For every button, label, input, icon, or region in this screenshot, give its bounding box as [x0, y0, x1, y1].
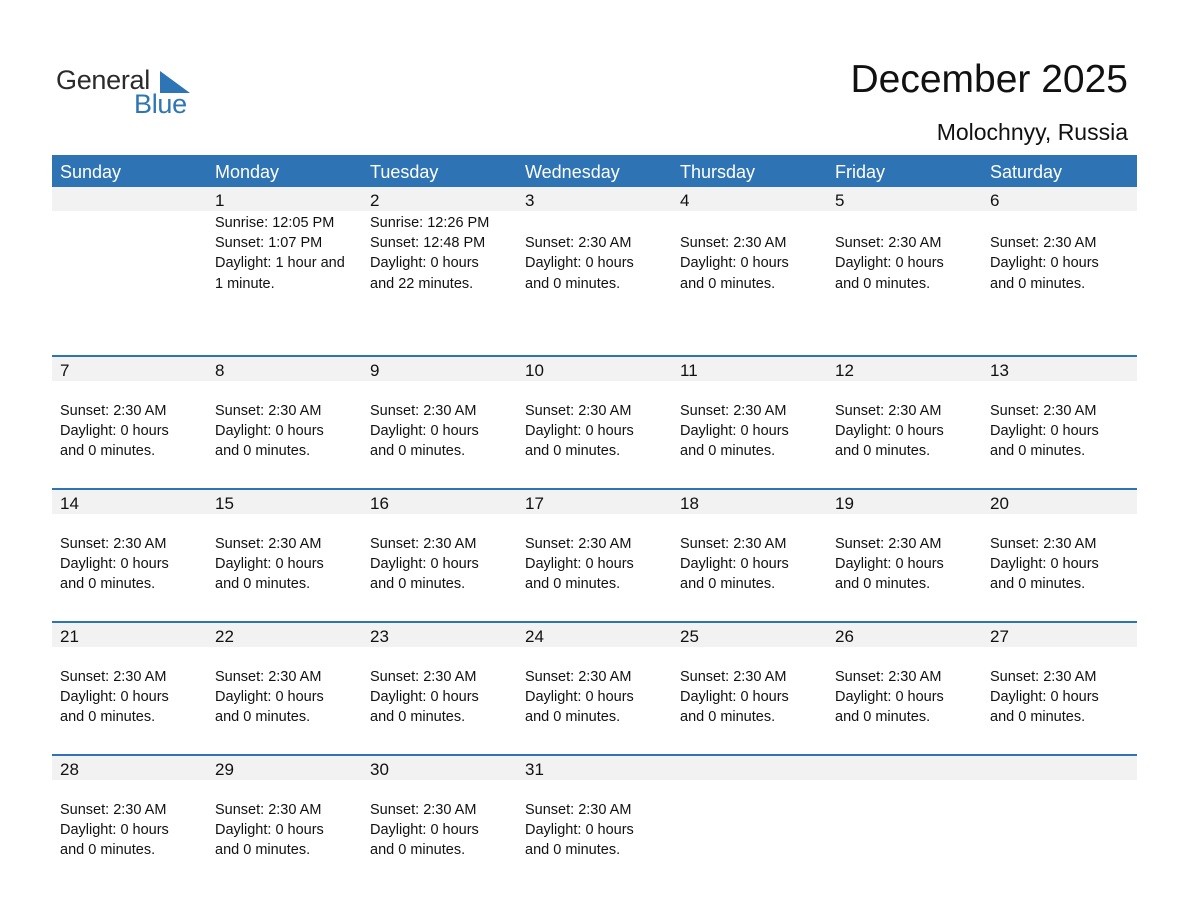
- day-cell-info: [52, 213, 207, 294]
- calendar-week: [52, 187, 1137, 355]
- day-number: 16: [370, 494, 389, 513]
- day-info-line: Daylight: 0 hours: [60, 689, 169, 706]
- day-info-line: Sunset: 2:30 AM: [215, 403, 322, 419]
- day-number: 2: [370, 191, 380, 210]
- day-info-line: Daylight: 0 hours: [990, 556, 1099, 573]
- day-cell-info: [982, 213, 1137, 294]
- day-number: 8: [215, 361, 225, 380]
- day-cell-info: [827, 213, 982, 294]
- day-info-line: Daylight: 0 hours: [525, 255, 634, 272]
- day-info-line: Daylight: 0 hours: [370, 689, 479, 706]
- day-info-row: [52, 800, 1137, 861]
- day-info-line: Sunset: 2:30 AM: [60, 403, 167, 419]
- day-info-line: Sunset: 2:30 AM: [370, 669, 477, 685]
- day-info-line: [525, 213, 666, 233]
- day-info-line: and 0 minutes.: [680, 576, 776, 593]
- day-cell-info: [982, 534, 1137, 595]
- day-info-line: Daylight: 0 hours: [990, 689, 1099, 706]
- day-info-line: Sunset: 2:30 AM: [215, 802, 322, 818]
- day-info-line: Daylight: 0 hours: [990, 423, 1099, 440]
- day-info-line: Daylight: 1 hour and: [215, 255, 345, 272]
- day-cell-info: [672, 800, 827, 861]
- day-number-row: [52, 187, 1137, 211]
- day-cell-info: [827, 401, 982, 462]
- day-info-line: Daylight: 0 hours: [370, 556, 479, 573]
- day-info-line: and 0 minutes.: [370, 443, 466, 460]
- day-cell-info: [982, 800, 1137, 861]
- day-info-line: Sunset: 2:30 AM: [835, 669, 942, 685]
- day-number-row: [52, 756, 1137, 780]
- day-info-line: and 0 minutes.: [525, 576, 621, 593]
- day-cell-info: [362, 534, 517, 595]
- day-info-line: Daylight: 0 hours: [680, 556, 789, 573]
- page-title: December 2025: [850, 58, 1128, 101]
- day-cell-info: [207, 667, 362, 728]
- day-info-line: Sunset: 2:30 AM: [680, 235, 787, 252]
- day-info-line: and 0 minutes.: [525, 842, 621, 859]
- day-number: [672, 756, 827, 780]
- day-info-line: Daylight: 0 hours: [990, 255, 1099, 272]
- weekday-header-tuesday: Tuesday: [370, 162, 439, 182]
- day-info-line: Daylight: 0 hours: [680, 255, 789, 272]
- day-cell-info: [517, 667, 672, 728]
- day-number: 30: [370, 760, 389, 779]
- day-number: 14: [60, 494, 79, 513]
- day-info-line: Sunset: 2:30 AM: [525, 536, 632, 552]
- day-info-line: Daylight: 0 hours: [60, 822, 169, 839]
- day-number: 5: [835, 191, 845, 210]
- day-number: [982, 756, 1137, 780]
- day-info-line: Daylight: 0 hours: [215, 822, 324, 839]
- logo-text-general: General: [56, 65, 150, 95]
- weekday-header-saturday: Saturday: [990, 162, 1063, 182]
- day-info-row: [52, 401, 1137, 462]
- day-info-line: and 0 minutes.: [60, 709, 156, 726]
- day-number: 13: [990, 361, 1009, 380]
- day-info-line: and 0 minutes.: [680, 709, 776, 726]
- day-info-line: [680, 213, 821, 233]
- day-info-line: Sunset: 2:30 AM: [835, 403, 942, 419]
- day-number: 7: [60, 361, 70, 380]
- day-number-row: [52, 357, 1137, 381]
- day-info-line: Sunset: 2:30 AM: [370, 802, 477, 818]
- day-cell-info: [362, 213, 517, 294]
- day-info-line: Sunset: 2:30 AM: [990, 403, 1097, 419]
- day-info-row: [52, 667, 1137, 728]
- day-info-line: Sunrise: 12:05 PM: [215, 215, 335, 231]
- day-cell-info: [517, 534, 672, 595]
- day-info-line: Daylight: 0 hours: [525, 423, 634, 440]
- day-number: [827, 756, 982, 780]
- calendar-week: [52, 621, 1137, 754]
- day-info-line: 1 minute.: [215, 275, 275, 292]
- day-number: 26: [835, 627, 854, 646]
- day-info-line: Sunset: 2:30 AM: [990, 536, 1097, 552]
- day-cell-info: [207, 401, 362, 462]
- day-info-line: Daylight: 0 hours: [370, 822, 479, 839]
- day-info-line: and 0 minutes.: [370, 709, 466, 726]
- day-info-line: and 22 minutes.: [370, 275, 474, 292]
- day-info-line: and 0 minutes.: [60, 576, 156, 593]
- day-cell-info: [827, 667, 982, 728]
- day-cell-info: [52, 401, 207, 462]
- day-cell-info: [672, 534, 827, 595]
- day-info-line: Sunrise: 12:26 PM: [370, 215, 490, 231]
- day-info-line: Sunset: 2:30 AM: [370, 403, 477, 419]
- day-info-line: and 0 minutes.: [835, 275, 931, 292]
- day-info-line: and 0 minutes.: [990, 576, 1086, 593]
- day-info-line: Daylight: 0 hours: [680, 423, 789, 440]
- day-number: 24: [525, 627, 544, 646]
- day-cell-info: [827, 534, 982, 595]
- day-cell-info: [362, 401, 517, 462]
- day-cell-info: [672, 401, 827, 462]
- weekday-header-friday: Friday: [835, 162, 886, 182]
- day-number: 4: [680, 191, 690, 210]
- day-cell-info: [672, 213, 827, 294]
- day-info-line: Sunset: 2:30 AM: [370, 536, 477, 552]
- day-info-line: Daylight: 0 hours: [215, 556, 324, 573]
- day-info-line: Sunset: 1:07 PM: [215, 235, 323, 252]
- day-number: 12: [835, 361, 854, 380]
- day-info-line: Sunset: 2:30 AM: [680, 669, 787, 685]
- day-info-line: Sunset: 2:30 AM: [525, 669, 632, 685]
- day-info-line: Sunset: 2:30 AM: [990, 669, 1097, 685]
- day-cell-info: [207, 213, 362, 294]
- day-cell-info: [362, 800, 517, 861]
- day-info-line: and 0 minutes.: [835, 709, 931, 726]
- day-number: 22: [215, 627, 234, 646]
- weekday-header-sunday: Sunday: [60, 162, 122, 182]
- day-number: 23: [370, 627, 389, 646]
- day-number: 21: [60, 627, 79, 646]
- weekday-header-thursday: Thursday: [680, 162, 756, 182]
- day-number: 25: [680, 627, 699, 646]
- day-info-line: and 0 minutes.: [990, 709, 1086, 726]
- weekday-header-wednesday: Wednesday: [525, 162, 620, 182]
- day-number: 6: [990, 191, 1000, 210]
- logo: [56, 64, 206, 120]
- day-info-line: Daylight: 0 hours: [680, 689, 789, 706]
- calendar-weeks: [52, 187, 1137, 887]
- day-info-line: [835, 213, 976, 233]
- day-cell-info: [982, 401, 1137, 462]
- day-cell-info: [52, 667, 207, 728]
- day-number: 28: [60, 760, 79, 779]
- day-info-row: [52, 534, 1137, 595]
- day-info-line: and 0 minutes.: [835, 576, 931, 593]
- day-info-line: Daylight: 0 hours: [525, 556, 634, 573]
- day-info-line: Sunset: 2:30 AM: [60, 802, 167, 818]
- day-number: 15: [215, 494, 234, 513]
- day-info-line: and 0 minutes.: [215, 709, 311, 726]
- day-info-line: and 0 minutes.: [370, 842, 466, 859]
- day-number: 3: [525, 191, 535, 210]
- day-info-line: Sunset: 2:30 AM: [680, 403, 787, 419]
- day-number: [52, 187, 207, 211]
- location-subtitle: Molochnyy, Russia: [936, 119, 1128, 145]
- calendar-week: [52, 355, 1137, 488]
- day-info-line: and 0 minutes.: [370, 576, 466, 593]
- day-info-line: and 0 minutes.: [215, 576, 311, 593]
- weekday-header-monday: Monday: [215, 162, 280, 182]
- day-number: 9: [370, 361, 380, 380]
- day-cell-info: [827, 800, 982, 861]
- day-cell-info: [207, 534, 362, 595]
- day-info-line: and 0 minutes.: [990, 443, 1086, 460]
- day-info-line: Sunset: 2:30 AM: [680, 536, 787, 552]
- day-info-line: Sunset: 2:30 AM: [990, 235, 1097, 252]
- day-cell-info: [517, 213, 672, 294]
- day-number: 11: [680, 361, 698, 380]
- day-info-line: and 0 minutes.: [525, 275, 621, 292]
- day-info-line: Sunset: 2:30 AM: [60, 536, 167, 552]
- day-cell-info: [517, 401, 672, 462]
- day-info-line: Daylight: 0 hours: [60, 556, 169, 573]
- day-info-line: and 0 minutes.: [60, 842, 156, 859]
- day-info-line: Sunset: 2:30 AM: [835, 235, 942, 252]
- day-cell-info: [672, 667, 827, 728]
- day-cell-info: [362, 667, 517, 728]
- day-info-line: and 0 minutes.: [680, 275, 776, 292]
- day-info-line: Sunset: 2:30 AM: [215, 669, 322, 685]
- day-info-line: and 0 minutes.: [680, 443, 776, 460]
- day-info-line: Daylight: 0 hours: [525, 822, 634, 839]
- day-number: 20: [990, 494, 1009, 513]
- day-number: 19: [835, 494, 854, 513]
- day-info-line: Sunset: 2:30 AM: [215, 536, 322, 552]
- day-cell-info: [52, 800, 207, 861]
- day-info-line: Sunset: 2:30 AM: [525, 403, 632, 419]
- day-info-line: Daylight: 0 hours: [835, 423, 944, 440]
- day-info-line: Daylight: 0 hours: [835, 255, 944, 272]
- day-number: 27: [990, 627, 1009, 646]
- day-info-line: Daylight: 0 hours: [525, 689, 634, 706]
- day-info-line: and 0 minutes.: [215, 443, 311, 460]
- day-info-line: Sunset: 12:48 PM: [370, 235, 486, 252]
- day-number: 10: [525, 361, 544, 380]
- calendar-week: [52, 754, 1137, 887]
- day-info-line: and 0 minutes.: [525, 443, 621, 460]
- day-info-line: Daylight: 0 hours: [60, 423, 169, 440]
- day-info-line: Daylight: 0 hours: [370, 423, 479, 440]
- day-info-line: Daylight: 0 hours: [835, 556, 944, 573]
- day-cell-info: [52, 534, 207, 595]
- day-number: 29: [215, 760, 234, 779]
- day-cell-info: [517, 800, 672, 861]
- day-info-row: [52, 213, 1137, 294]
- day-info-line: and 0 minutes.: [835, 443, 931, 460]
- day-info-line: Sunset: 2:30 AM: [835, 536, 942, 552]
- day-info-line: and 0 minutes.: [60, 443, 156, 460]
- day-number: 31: [525, 760, 544, 779]
- day-number: 18: [680, 494, 699, 513]
- day-cell-info: [982, 667, 1137, 728]
- calendar-week: [52, 488, 1137, 621]
- day-info-line: Daylight: 0 hours: [215, 689, 324, 706]
- logo-text-blue: Blue: [134, 89, 187, 119]
- day-number-row: [52, 623, 1137, 647]
- day-info-line: Daylight: 0 hours: [215, 423, 324, 440]
- calendar-grid: [52, 155, 1137, 887]
- day-info-line: and 0 minutes.: [215, 842, 311, 859]
- day-info-line: Daylight: 0 hours: [370, 255, 479, 272]
- day-info-line: and 0 minutes.: [525, 709, 621, 726]
- day-number-row: [52, 490, 1137, 514]
- day-number: 1: [215, 191, 225, 210]
- day-info-line: Sunset: 2:30 AM: [525, 802, 632, 818]
- day-info-line: [990, 213, 1131, 233]
- day-cell-info: [207, 800, 362, 861]
- weekday-header-row: [52, 155, 1137, 187]
- day-number: 17: [525, 494, 544, 513]
- day-info-line: Sunset: 2:30 AM: [525, 235, 632, 252]
- day-info-line: Daylight: 0 hours: [835, 689, 944, 706]
- day-info-line: Sunset: 2:30 AM: [60, 669, 167, 685]
- day-info-line: and 0 minutes.: [990, 275, 1086, 292]
